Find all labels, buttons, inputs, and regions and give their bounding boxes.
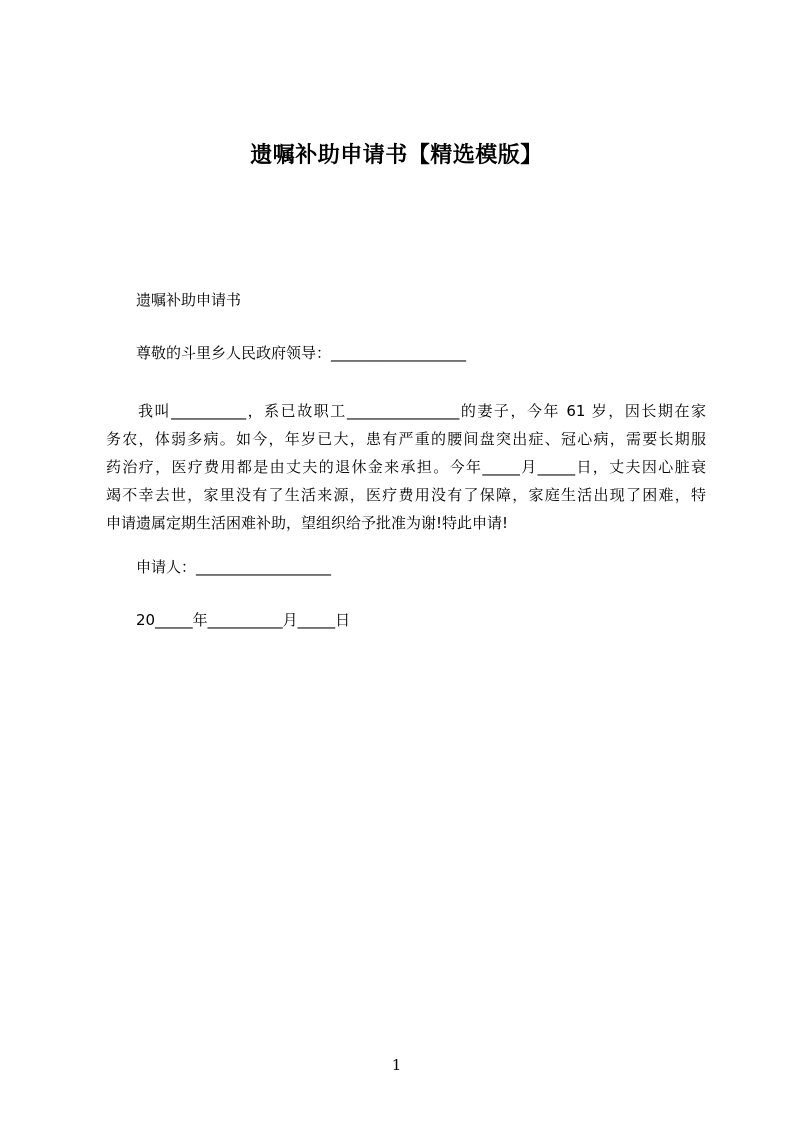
letter-heading: 遗嘱补助申请书 <box>136 291 242 309</box>
document-title: 遗嘱补助申请书【精选模版】 <box>250 143 543 168</box>
body-line: 竭不幸去世，家里没有了生活来源，医疗费用没有了保障，家庭生活出现了困难，特 <box>106 486 706 504</box>
date-line: 20_____年__________月_____日 <box>136 611 351 629</box>
body-line: 申请遗属定期生活困难补助，望组织给予批准为谢!特此申请! <box>106 514 509 532</box>
applicant-signature-line: 申请人：__________________ <box>136 558 332 576</box>
letter-body <box>106 397 706 537</box>
body-line: 药治疗，医疗费用都是由丈夫的退休金来承担。今年_____月_____日，丈夫因心脏衰 <box>106 458 706 476</box>
body-line: 我叫__________，系已故职工_______________的妻子，今年 61 岁，因长期在家 <box>138 402 706 420</box>
body-line: 务农，体弱多病。如今，年岁已大，患有严重的腰间盘突出症、冠心病，需要长期服 <box>106 430 706 448</box>
page-number: 1 <box>391 1056 402 1074</box>
salutation: 尊敬的斗里乡人民政府领导：__________________ <box>136 344 467 362</box>
